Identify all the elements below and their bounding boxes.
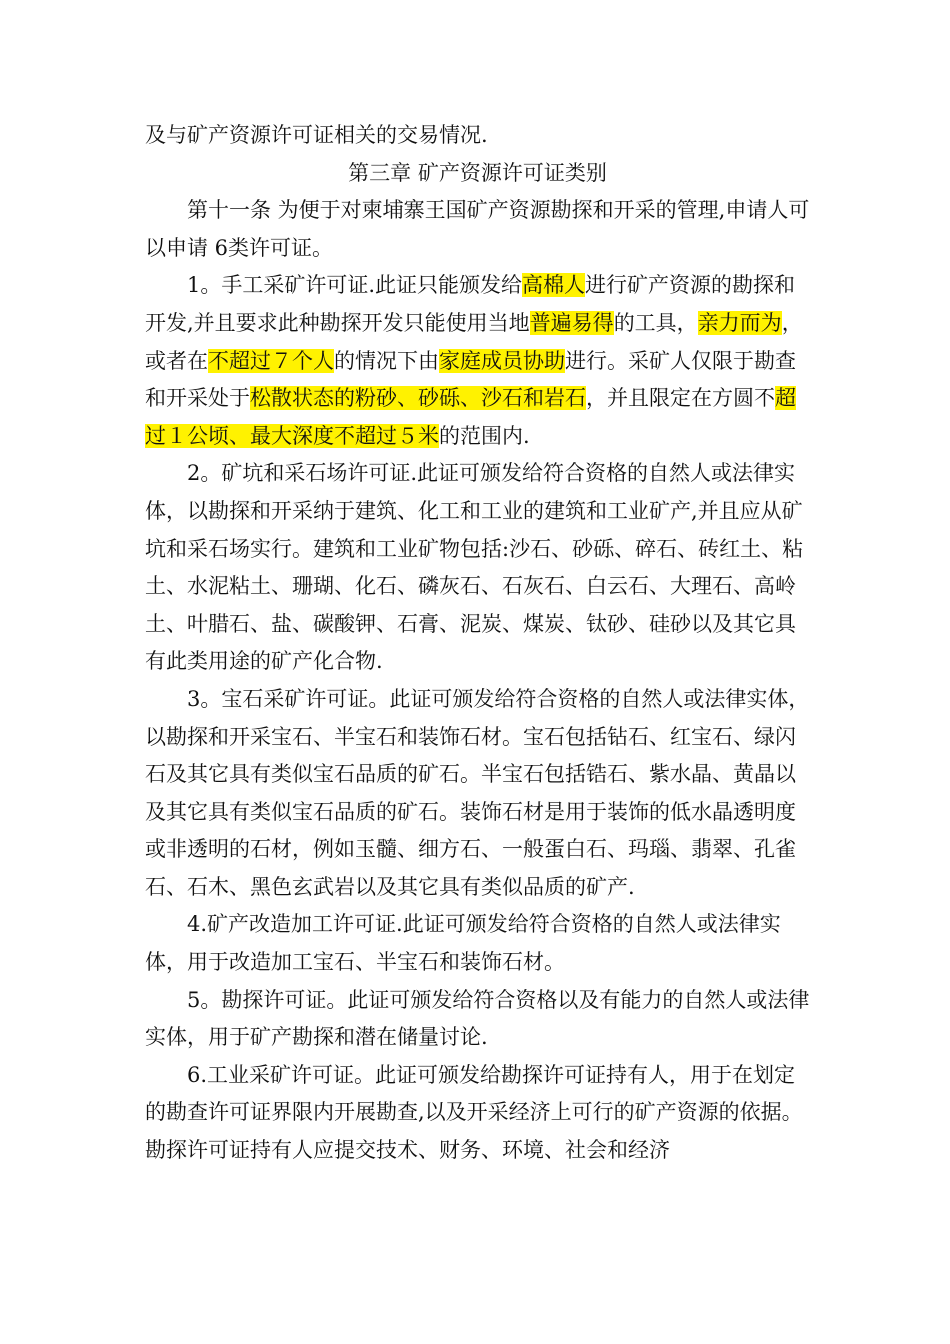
item-1-text-5: 的情况下由	[334, 348, 439, 373]
document-body	[145, 117, 810, 1170]
item-5-paragraph: 5。勘探许可证。此证可颁发给符合资格以及有能力的自然人或法律实体，用于矿产勘探和潜在储量讨论.	[145, 987, 810, 1050]
article-11-paragraph: 第十一条 为便于对柬埔寨王国矿产资源勘探和开采的管理,申请人可以申请 6类许可证。	[145, 198, 810, 260]
continuation-paragraph: 及与矿产资源许可证相关的交易情况.	[145, 123, 488, 147]
highlight-max-seven-people: 不超过７个人	[208, 348, 334, 373]
highlight-khmer-people: 高棉人	[522, 273, 586, 298]
highlight-loose-materials: 松散状态的粉砂、砂砾、沙石和岩石	[250, 386, 586, 411]
item-6-paragraph: 6.工业采矿许可证。此证可颁发给勘探许可证持有人，用于在划定的勘查许可证界限内开展勘查,以及开采经济上可行的矿产资源的依据。勘探许可证持有人应提交技术、财务、环境、社会和经济	[145, 1062, 803, 1163]
item-1-text-6: 进行。采矿人仅限于勘查和开采处于	[145, 348, 796, 411]
highlight-family-help: 家庭成员协助	[439, 348, 565, 373]
item-1-text-4: ，或者在	[145, 310, 803, 373]
item-1-text-2: 进行矿产资源的勘探和开发,并且要求此种勘探开发只能使用当地	[145, 273, 796, 335]
item-3-paragraph: 3。宝石采矿许可证。此证可颁发给符合资格的自然人或法律实体，以勘探和开采宝石、半宝石和装饰石材。宝石包括钻石、红宝石、绿闪石及其它具有类似宝石品质的矿石。半宝石包括锆石、紫水晶、黄晶以及其它具有类似宝石品质的矿石。装饰石材是用于装饰的低水晶透明度或非透明的石材，例如玉髓、细方石、一般蛋白石、玛瑙、翡翠、孔雀石、石木、黑色玄武岩以及其它具有类似品质的矿产.	[145, 686, 810, 899]
highlight-commonly-available: 普遍易得	[529, 310, 614, 335]
item-1-paragraph	[145, 267, 810, 455]
item-1-text-3: 的工具，	[613, 310, 698, 335]
item-2-paragraph: 2。矿坑和采石场许可证.此证可颁发给符合资格的自然人或法律实体，以勘探和开采纳于建筑、化工和工业的建筑和工业矿产,并且应从矿坑和采石场实行。建筑和工业矿物包括:沙石、砂砾、碎石、砖红土、粘土、水泥粘土、珊瑚、化石、磷灰石、石灰石、白云石、大理石、高岭土、叶腊石、盐、碳酸钾、石膏、泥炭、煤炭、钛砂、硅砂以及其它具有此类用途的矿产化合物.	[145, 461, 804, 674]
highlight-area-depth-limit: 超过１公顷、最大深度不超过５米	[145, 386, 796, 448]
item-1-text-7: ，并且限定在方圆不	[586, 386, 775, 411]
highlight-by-hand: 亲力而为	[697, 310, 782, 335]
item-1-text-1: 1。手工采矿许可证.此证只能颁发给	[187, 273, 523, 298]
item-1-text-8: 的范围内.	[439, 423, 530, 448]
item-4-paragraph: 4.矿产改造加工许可证.此证可颁发给符合资格的自然人或法律实体，用于改造加工宝石、半宝石和装饰石材。	[145, 912, 781, 975]
chapter-title: 第三章 矿产资源许可证类别	[348, 160, 607, 185]
